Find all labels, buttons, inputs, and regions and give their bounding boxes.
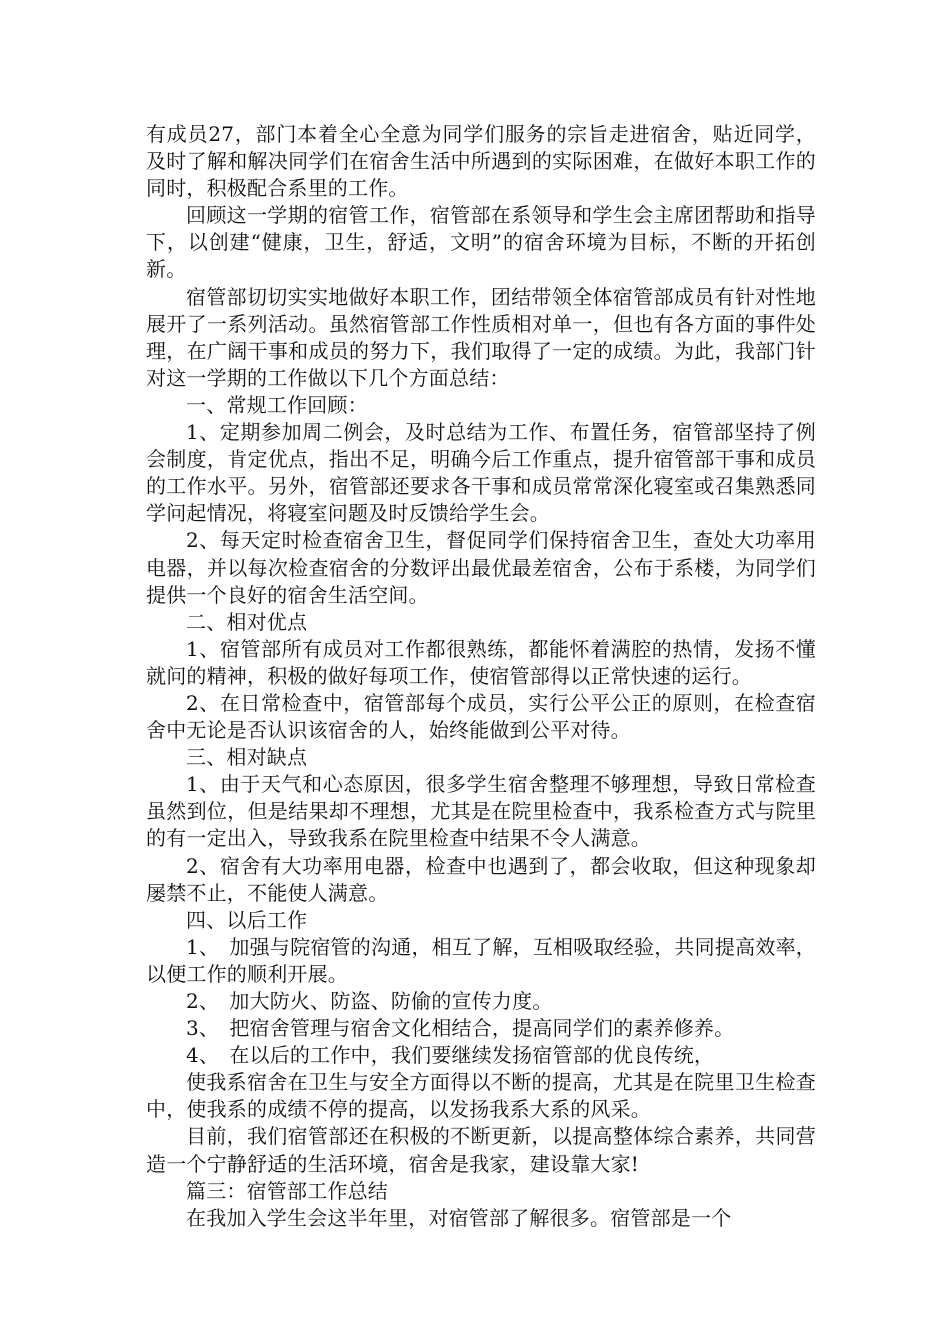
paragraph-part-three-start: 在我加入学生会这半年里，对宿管部了解很多。宿管部是一个 (186, 1205, 732, 1230)
paragraph-intro: 有成员27，部门本着全心全意为同学们服务的宗旨走进宿舍，贴近同学，及时了解和解决同学们在宿舍生活中所遇到的实际困难，在做好本职工作的同时，积极配合系里的工作。 (146, 122, 816, 201)
list-item-future-1: 1、 加强与院宿管的沟通，相互了解，互相吸取经验，共同提高效率，以便工作的顺利开展。 (146, 934, 816, 986)
paragraph-future-continued: 使我系宿舍在卫生与安全方面得以不断的提高，尤其是在院里卫生检查中，使我系的成绩不停的提高，以发扬我系大系的风采。 (146, 1070, 816, 1122)
list-item-weaknesses-2: 2、宿舍有大功率用电器，检查中也遇到了，都会收取，但这种现象却屡禁不止，不能使人满意。 (146, 853, 816, 905)
section-heading-part-three: 篇三：宿管部工作总结 (186, 1178, 388, 1203)
paragraph-conclusion: 目前，我们宿管部还在积极的不断更新，以提高整体综合素养，共同营造一个宁静舒适的生活环境，宿舍是我家，建设靠大家! (146, 1124, 816, 1176)
list-item-strengths-2: 2、在日常检查中，宿管部每个成员，实行公平公正的原则，在检查宿舍中无论是否认识该宿舍的人，始终能做到公平对待。 (146, 690, 816, 743)
section-heading-weaknesses: 三、相对缺点 (186, 745, 308, 770)
list-item-future-4: 4、 在以后的工作中，我们要继续发扬宿管部的优良传统， (186, 1043, 715, 1068)
paragraph-review: 回顾这一学期的宿管工作，宿管部在系领导和学生会主席团帮助和指导下，以创建“健康，卫生，舒适，文明”的宿舍环境为目标，不断的开拓创新。 (146, 203, 816, 282)
list-item-future-2: 2、 加大防火、防盗、防偷的宣传力度。 (186, 989, 553, 1013)
list-item-strengths-1: 1、宿管部所有成员对工作都很熟练，都能怀着满腔的热情，发扬不懂就问的精神，积极的做好每项工作，使宿管部得以正常快速的运行。 (146, 636, 816, 688)
section-heading-strengths: 二、相对优点 (186, 609, 308, 634)
document-page (146, 121, 816, 1232)
paragraph-summary-intro: 宿管部切切实实地做好本职工作，团结带领全体宿管部成员有针对性地展开了一系列活动。虽然宿管部工作性质相对单一，但也有各方面的事件处理，在广阔干事和成员的努力下，我们取得了一定的成绩。为此，我部门针对这一学期的工作做以下几个方面总结： (146, 284, 816, 390)
list-item-weaknesses-1: 1、由于天气和心态原因，很多学生宿舍整理不够理想，导致日常检查虽然到位，但是结果却不理想，尤其是在院里检查中，我系检查方式与院里的有一定出入，导致我系在院里检查中结果不令人满意。 (146, 772, 816, 851)
section-heading-routine: 一、常规工作回顾： (186, 392, 368, 417)
list-item-future-3: 3、 把宿舍管理与宿舍文化相结合，提高同学们的素养修养。 (186, 1016, 735, 1041)
list-item-routine-2: 2、每天定时检查宿舍卫生，督促同学们保持宿舍卫生，查处大功率用电器，并以每次检查宿舍的分数评出最优最差宿舍，公布于系楼，为同学们提供一个良好的宿舍生活空间。 (146, 528, 816, 607)
section-heading-future: 四、以后工作 (186, 907, 308, 932)
list-item-routine-1: 1、定期参加周二例会，及时总结为工作、布置任务，宿管部坚持了例会制度，肯定优点，指出不足，明确今后工作重点，提升宿管部干事和成员的工作水平。另外，宿管部还要求各干事和成员常常深化寝室或召集熟悉同学问起情况，将寝室问题及时反馈给学生会。 (146, 420, 816, 526)
